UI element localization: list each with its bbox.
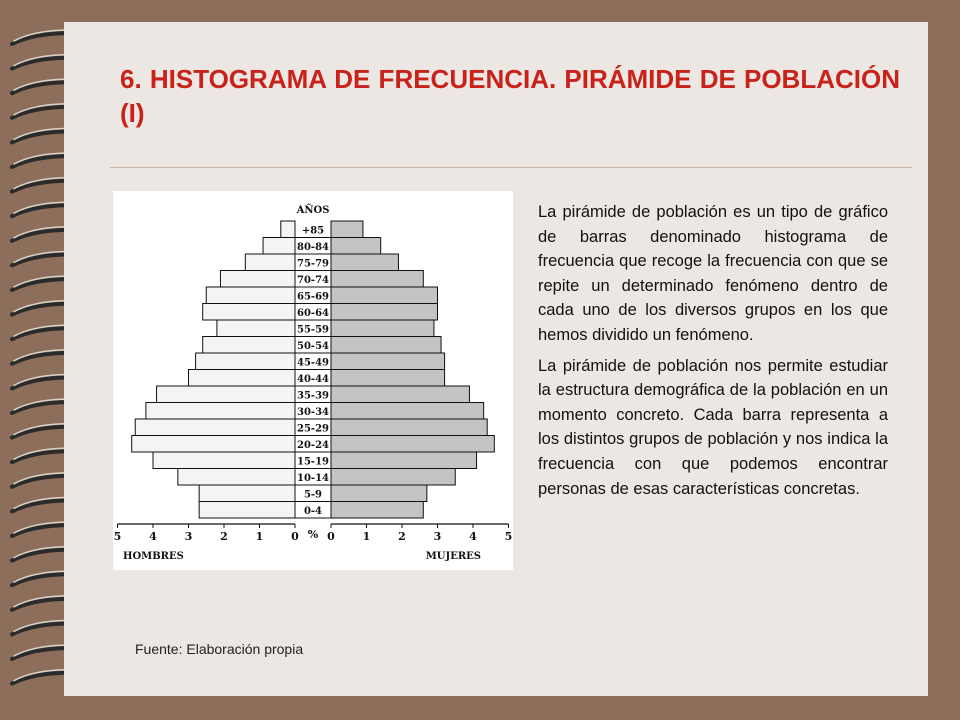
bar-women-0-4 <box>331 502 423 519</box>
x-tick-label: 4 <box>149 530 157 543</box>
age-label: 60-64 <box>297 308 329 319</box>
source-caption: Fuente: Elaboración propia <box>135 641 304 657</box>
age-label: 30-34 <box>297 407 329 418</box>
age-label: 10-14 <box>297 473 329 484</box>
population-pyramid-chart <box>113 191 513 570</box>
bar-men-0-4 <box>199 502 295 519</box>
bar-men-5-9 <box>199 485 295 502</box>
paragraph-2: La pirámide de población nos permite estudiar la estructura demográfica de la población en un momento concreto. Cada barra representa a los distintos grupos de población y nos indica la frecuencia con que podemos encontrar personas de esas características concretas. <box>538 356 888 498</box>
bar-men-+85 <box>281 221 295 238</box>
x-tick-label: 3 <box>433 530 442 543</box>
bar-women-5-9 <box>331 485 427 502</box>
age-label: 80-84 <box>297 242 329 253</box>
age-label: 50-54 <box>297 341 329 352</box>
body-text <box>538 200 888 507</box>
age-label: 5-9 <box>303 489 323 501</box>
bar-women-+85 <box>331 221 363 238</box>
x-tick-label: 2 <box>220 530 228 543</box>
bar-men-60-64 <box>203 304 295 321</box>
bar-women-20-24 <box>331 436 494 453</box>
age-label: 45-49 <box>297 357 329 369</box>
x-tick-label: 0 <box>291 530 299 543</box>
bar-women-80-84 <box>331 238 381 255</box>
bar-men-70-74 <box>220 271 295 288</box>
x-tick-label: 5 <box>504 530 513 543</box>
bar-women-30-34 <box>331 403 484 420</box>
pyramid-svg <box>113 191 513 570</box>
slide-title: 6. HISTOGRAMA DE FRECUENCIA. PIRÁMIDE DE POBLACIÓN (I) <box>120 64 900 128</box>
x-tick-label: 0 <box>327 530 335 543</box>
bar-men-30-34 <box>146 403 295 420</box>
bar-women-60-64 <box>331 304 438 321</box>
age-label: 70-74 <box>297 275 329 286</box>
unit-label: % <box>307 528 319 541</box>
x-tick-label: 1 <box>255 530 264 543</box>
age-axis-title: AÑOS <box>296 205 330 216</box>
age-label: 55-59 <box>297 324 329 336</box>
x-tick-label: 5 <box>113 530 122 543</box>
bar-men-10-14 <box>178 469 295 486</box>
age-label: 65-69 <box>297 291 329 303</box>
x-tick-label: 3 <box>184 530 193 543</box>
bar-men-20-24 <box>132 436 295 453</box>
bar-women-15-19 <box>331 452 477 469</box>
age-label: +85 <box>301 225 325 237</box>
bar-men-40-44 <box>189 370 296 387</box>
women-label: MUJERES <box>425 551 481 562</box>
x-tick-label: 4 <box>469 530 477 543</box>
age-label: 15-19 <box>297 456 329 468</box>
age-label: 40-44 <box>297 374 329 385</box>
bar-men-65-69 <box>206 287 295 304</box>
bar-women-50-54 <box>331 337 441 354</box>
bar-men-50-54 <box>203 337 295 354</box>
bar-women-40-44 <box>331 370 445 387</box>
bar-women-45-49 <box>331 353 445 370</box>
age-label: 0-4 <box>303 506 323 517</box>
bar-men-75-79 <box>245 254 295 271</box>
bar-men-35-39 <box>157 386 295 403</box>
paragraph-1: La pirámide de población es un tipo de gráfico de barras denominado histograma de frecuencia que recoge la frecuencia con que se repite un determinado fenómeno dentro de cada uno de los diversos grupos en los que hemos dividido un fenómeno. <box>538 203 888 344</box>
bar-men-45-49 <box>196 353 295 370</box>
bar-women-65-69 <box>331 287 438 304</box>
bar-women-35-39 <box>331 386 469 403</box>
age-label: 25-29 <box>297 423 329 435</box>
x-tick-label: 1 <box>362 530 371 543</box>
bar-women-10-14 <box>331 469 455 486</box>
title-divider <box>110 167 912 168</box>
bar-women-55-59 <box>331 320 434 337</box>
age-label: 20-24 <box>297 440 329 451</box>
bar-men-80-84 <box>263 238 295 255</box>
bar-men-15-19 <box>153 452 295 469</box>
bar-women-70-74 <box>331 271 423 288</box>
bar-men-55-59 <box>217 320 295 337</box>
bar-women-25-29 <box>331 419 487 436</box>
bar-men-25-29 <box>135 419 295 436</box>
age-label: 75-79 <box>297 258 329 270</box>
bar-women-75-79 <box>331 254 398 271</box>
x-tick-label: 2 <box>398 530 406 543</box>
men-label: HOMBRES <box>123 551 184 562</box>
age-label: 35-39 <box>297 390 329 402</box>
